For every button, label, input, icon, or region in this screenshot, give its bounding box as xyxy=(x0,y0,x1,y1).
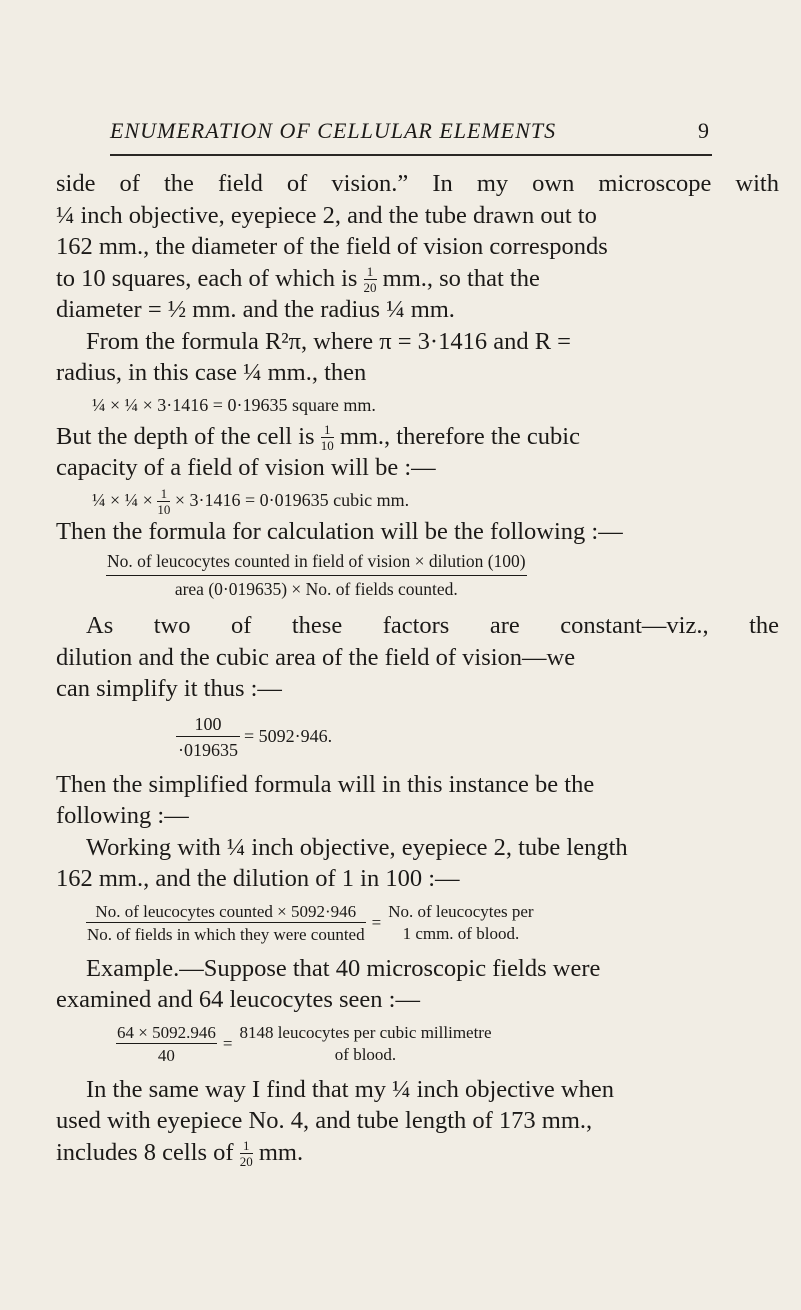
fraction-numerator: 1 xyxy=(321,423,334,438)
fraction-denominator: 10 xyxy=(320,438,334,454)
fraction-numerator: 1 xyxy=(157,487,170,502)
formula-denominator: area (0·019635) × No. of fields counted. xyxy=(174,578,458,599)
fraction-numerator: 64 × 5092.946 xyxy=(117,1022,216,1042)
text-run: includes 8 cells of xyxy=(56,1138,234,1166)
page-body xyxy=(56,168,779,1168)
text-run: But the depth of the cell is xyxy=(56,422,315,450)
text-line: 162 mm., the diameter of the field of vision corresponds xyxy=(56,233,608,260)
fraction xyxy=(116,1024,217,1064)
text-line xyxy=(56,1137,779,1169)
word: my xyxy=(476,170,509,197)
text-run: mm. xyxy=(258,1138,304,1166)
text-line: Example.—Suppose that 40 microscopic fields were xyxy=(86,954,601,982)
fraction-denominator: 20 xyxy=(363,280,377,296)
example-calculation xyxy=(56,1024,779,1064)
result-label xyxy=(238,1024,492,1063)
text-line xyxy=(56,421,779,453)
fraction-denominator: No. of fields in which they were counted xyxy=(87,924,365,944)
fraction-numerator: No. of leucocytes counted × 5092·946 xyxy=(86,903,366,923)
result-line-1: No. of leucocytes per xyxy=(388,902,534,921)
fraction-denominator: ·019635 xyxy=(178,739,238,760)
equation-area: ¼ × ¼ × 3·1416 = 0·19635 square mm. xyxy=(92,394,376,415)
text-line: 162 mm., and the dilution of 1 in 100 :— xyxy=(56,865,460,892)
word: are xyxy=(489,612,520,639)
fraction-denominator: 40 xyxy=(157,1045,175,1065)
word: the xyxy=(749,612,779,639)
fraction xyxy=(364,265,377,294)
word: the xyxy=(163,170,194,197)
text-run: mm., therefore the cubic xyxy=(339,422,580,450)
text-line: examined and 64 leucocytes seen :— xyxy=(56,986,420,1013)
fraction xyxy=(240,1139,253,1168)
fraction xyxy=(176,715,240,759)
running-title: ENUMERATION OF CELLULAR ELEMENTS xyxy=(110,118,557,143)
word: In xyxy=(432,170,453,197)
text-line xyxy=(56,610,779,642)
word: these xyxy=(291,612,343,639)
word: microscope xyxy=(598,170,712,197)
calculation-formula xyxy=(106,553,527,598)
fraction-numerator: 100 xyxy=(176,715,240,737)
page-number: 9 xyxy=(698,118,710,143)
word: of xyxy=(230,612,252,639)
word: with xyxy=(735,170,779,197)
text-line: capacity of a field of vision will be :— xyxy=(56,454,436,481)
text-line: diameter = ½ mm. and the radius ¼ mm. xyxy=(56,296,455,323)
text-line: radius, in this case ¼ mm., then xyxy=(56,359,367,386)
text-line: Then the simplified formula will in this instance be the xyxy=(56,770,595,798)
word: own xyxy=(532,170,575,197)
fraction-numerator: 1 xyxy=(364,265,377,280)
word: side xyxy=(56,170,96,197)
text-run: ¼ × ¼ × xyxy=(92,489,153,510)
word: two xyxy=(153,612,191,639)
text-run: to 10 squares, each of which is xyxy=(56,264,358,292)
word: factors xyxy=(382,612,450,639)
fraction xyxy=(321,423,334,452)
word: of xyxy=(286,170,308,197)
word: field xyxy=(217,170,263,197)
text-line: Working with ¼ inch objective, eyepiece 2, tube length xyxy=(86,833,628,861)
fraction-denominator: 10 xyxy=(157,501,171,517)
fraction-denominator: 20 xyxy=(239,1154,253,1170)
fraction xyxy=(157,487,170,516)
text-line: dilution and the cubic area of the field of vision—we xyxy=(56,643,576,671)
word: constant—viz., xyxy=(560,612,709,639)
result-label xyxy=(387,903,534,942)
text-line: used with eyepiece No. 4, and tube length of 173 mm., xyxy=(56,1107,593,1134)
equals-sign: = xyxy=(222,1033,233,1053)
text-line: ¼ inch objective, eyepiece 2, and the tube drawn out to xyxy=(56,201,597,229)
equals-sign: = xyxy=(371,912,382,932)
result-line-2: of blood. xyxy=(334,1045,397,1064)
text-line: Then the formula for calculation will be the following :— xyxy=(56,517,623,545)
text-line: following :— xyxy=(56,802,189,829)
formula-block xyxy=(56,553,779,598)
equation-volume xyxy=(56,484,779,516)
text-line: From the formula R²π, where π = 3·1416 and R = xyxy=(86,327,571,355)
text-run: × 3·1416 = 0·019635 cubic mm. xyxy=(174,489,410,510)
header-rule xyxy=(110,154,712,156)
simplification-result: = 5092·946. xyxy=(244,726,333,746)
text-line: can simplify it thus :— xyxy=(56,675,282,702)
result-line-1: 8148 leucocytes per cubic millimetre xyxy=(239,1023,492,1042)
simplified-formula xyxy=(56,903,779,943)
text-line xyxy=(56,168,779,200)
word: of xyxy=(119,170,140,197)
formula-numerator: No. of leucocytes counted in field of vision × dilution (100) xyxy=(106,553,527,576)
text-line xyxy=(56,263,779,295)
text-line: In the same way I find that my ¼ inch objective when xyxy=(86,1075,614,1103)
simplification xyxy=(56,715,779,759)
word: vision.” xyxy=(331,170,409,197)
text-run: mm., so that the xyxy=(382,264,540,292)
word: As xyxy=(86,612,114,639)
result-line-2: 1 cmm. of blood. xyxy=(402,924,520,943)
fraction xyxy=(86,903,366,943)
fraction-numerator: 1 xyxy=(240,1139,253,1154)
